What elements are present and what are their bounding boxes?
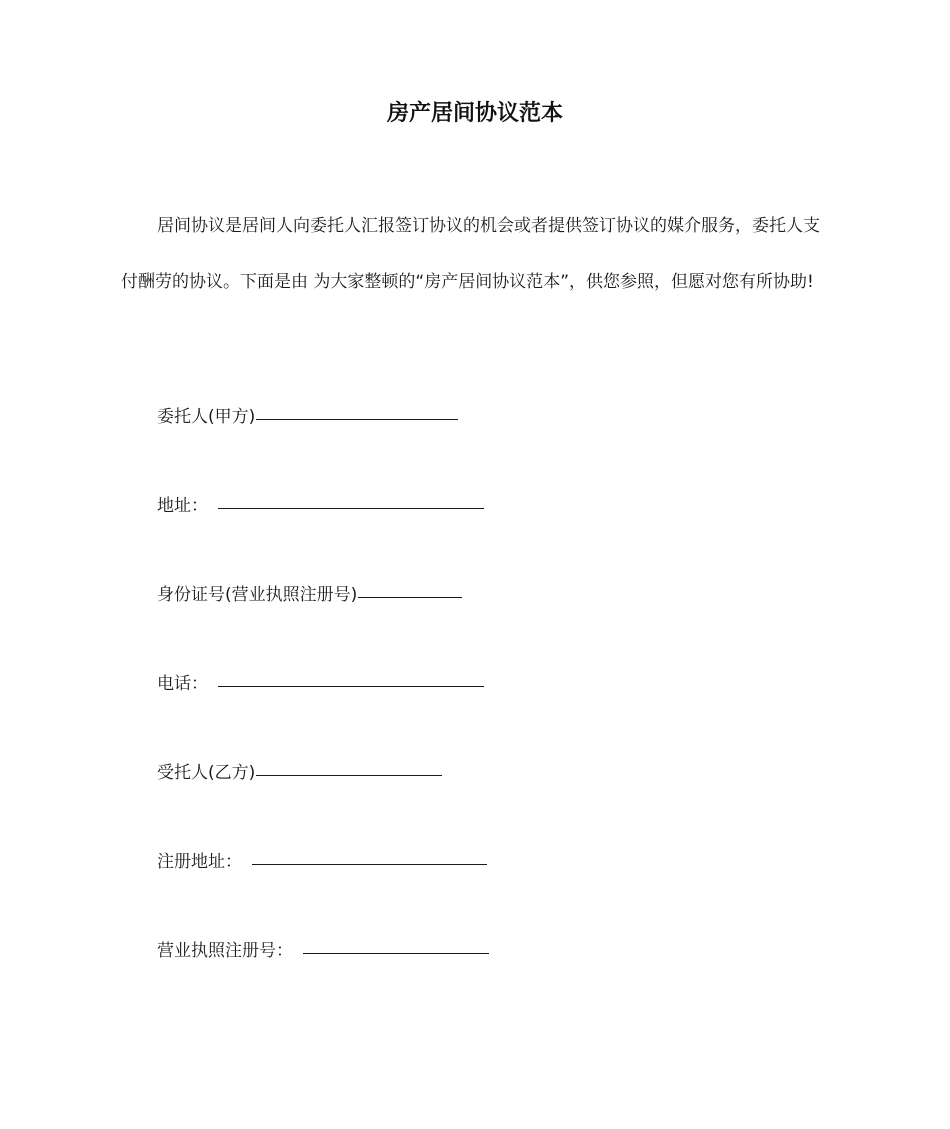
field-registered-address bbox=[157, 850, 487, 874]
field-label: 身份证号(营业执照注册号) bbox=[157, 585, 358, 605]
field-phone bbox=[157, 672, 484, 696]
field-business-license bbox=[157, 939, 489, 963]
field-label: 受托人(乙方) bbox=[157, 763, 256, 783]
field-address bbox=[157, 494, 484, 518]
field-label: 电话： bbox=[157, 674, 208, 694]
fill-in-blank bbox=[256, 774, 442, 776]
field-principal bbox=[157, 405, 458, 429]
fill-in-blank bbox=[218, 507, 484, 509]
fill-in-blank bbox=[252, 863, 487, 865]
field-agent bbox=[157, 761, 442, 785]
field-label: 委托人(甲方) bbox=[157, 407, 256, 427]
fill-in-blank bbox=[303, 952, 489, 954]
document-title: 房产居间协议范本 bbox=[386, 101, 563, 126]
intro-paragraph: 居间协议是居间人向委托人汇报签订协议的机会或者提供签订协议的媒介服务，委托人支付酬劳的协议。下面是由 为大家整顿的“房产居间协议范本”，供您参照，但愿对您有所协助! bbox=[121, 216, 820, 292]
field-id-number bbox=[157, 583, 462, 607]
field-label: 地址： bbox=[157, 496, 208, 516]
fill-in-blank bbox=[256, 418, 458, 420]
fill-in-blank bbox=[358, 596, 462, 598]
field-label: 注册地址： bbox=[157, 852, 242, 872]
fill-in-blank bbox=[218, 685, 484, 687]
field-label: 营业执照注册号： bbox=[157, 941, 293, 961]
